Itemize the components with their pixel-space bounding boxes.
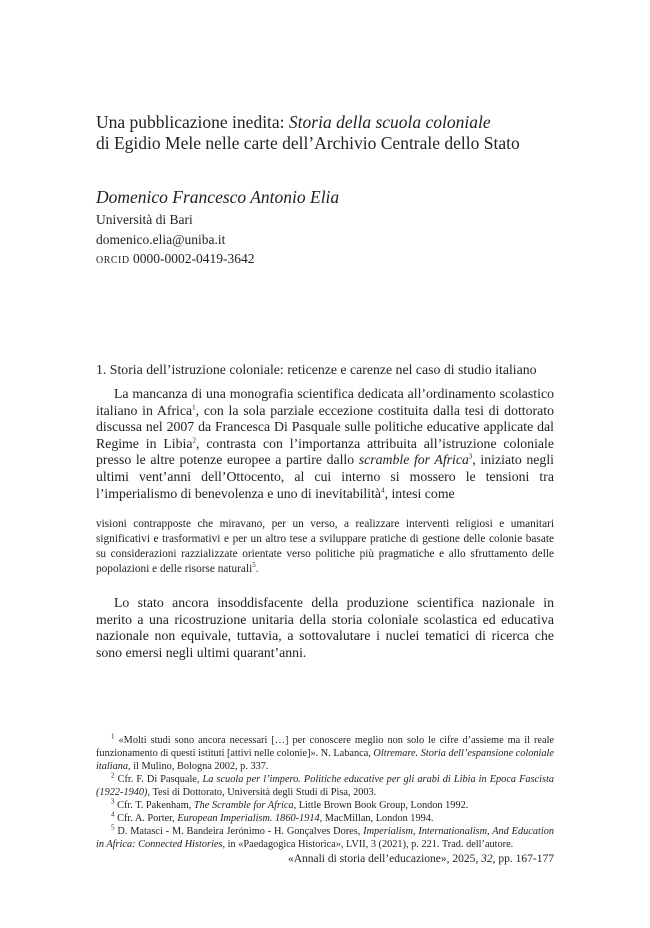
footnote-italic: The Scramble for Africa — [193, 800, 294, 811]
footnote-italic: Imperialism, Internationalism, And Education in Africa: Connected Histories — [96, 826, 555, 850]
footnote-number: 4 — [111, 810, 115, 819]
footnote-number: 2 — [111, 771, 115, 780]
footnote — [96, 812, 554, 825]
footnote-ref-1[interactable]: 1 — [192, 403, 196, 411]
section-heading: 1. Storia dell’istruzione coloniale: reticenze e carenze nel caso di studio italiano — [96, 362, 537, 377]
footnote-text: Cfr. T. Pakenham, — [117, 800, 194, 811]
title-line2: di Egidio Mele nelle carte dell’Archivio Centrale dello Stato — [96, 133, 520, 153]
author-name: Domenico Francesco Antonio Elia — [96, 187, 340, 207]
title-italic: Storia della scuola coloniale — [288, 112, 491, 132]
footnote-italic: La scuola per l’impero. Politiche educative per gli arabi di Libia in Epoca Fascista (1922-1940) — [96, 774, 555, 798]
footnote-text: , Tesi di Dottorato, Università degli Studi di Pisa, 2003. — [147, 787, 377, 798]
quote-text: visioni contrapposte che miravano, per un verso, a realizzare interventi religiosi e umanitari significativi e trasformativi e per un altro tese a sviluppare pratiche di gestione delle colonie basate su considerazioni razzializzate orientate verso politiche più pragmatiche e allo sfruttamento delle popolazioni e delle risorse naturali — [96, 518, 554, 575]
p1-text-d: , iniziato negli ultimi vent’anni dell’Ottocento, al cui interno si mossero le tensioni tra l’imperialismo di benevolenza e uno di inevitabilità — [96, 452, 554, 501]
footnote-text: , Little Brown Book Group, London 1992. — [293, 800, 469, 811]
article-title — [96, 112, 576, 154]
p1-text-a: La mancanza di una monografia scientifica dedicata all’ordinamento scolastico italiano in Africa — [96, 386, 554, 418]
author-affiliation — [96, 210, 255, 271]
footnote — [96, 773, 554, 799]
journal-suffix: , pp. 167-177 — [492, 853, 554, 865]
journal-prefix: «Annali di storia dell’educazione», 2025, — [287, 853, 482, 865]
title-prefix: Una pubblicazione inedita: — [96, 112, 289, 132]
footnote-text: D. Matasci - M. Bandeira Jerónimo - H. Gonçalves Dores, — [117, 826, 364, 837]
quote-end: . — [255, 563, 259, 575]
paragraph-1 — [96, 386, 554, 502]
block-quote — [96, 517, 554, 577]
p1-text-e: , intesi come — [384, 485, 455, 501]
orcid-label: ORCID — [96, 255, 130, 266]
paragraph-2: Lo stato ancora insoddisfacente della produzione scientifica nazionale in merito a una ricostruzione unitaria della storia coloniale scolastica ed educativa nazionale non equivale, tuttavia, a sottovalutare i nuclei tematici di ricerca che sono emersi negli ultimi quarant’anni. — [96, 595, 554, 660]
footnote-ref-4[interactable]: 4 — [381, 485, 385, 494]
footnote-text: Cfr. F. Di Pasquale, — [117, 774, 203, 785]
orcid[interactable] — [96, 249, 255, 271]
footnote-number: 1 — [111, 732, 115, 741]
footnote — [96, 799, 554, 812]
footnote-italic: Oltremare. Storia dell’espansione coloniale italiana — [96, 748, 554, 772]
footnote-ref-3[interactable]: 3 — [468, 452, 473, 461]
footnote — [96, 825, 554, 851]
university: Università di Bari — [96, 212, 193, 227]
orcid-id: 0000-0002-0419-3642 — [133, 251, 255, 266]
footnote-text: , MacMillan, London 1994. — [319, 813, 434, 824]
p1-text-c: , contrasta con l’importanza attribuita all’istruzione coloniale presso le altre potenze europee a partire dallo — [96, 435, 554, 468]
journal-citation — [288, 853, 554, 865]
footnote-text: , in «Paedagogica Historica», LVII, 3 (2021), p. 221. Trad. dell’autore. — [222, 839, 514, 850]
p1-text-b: , con la sola parziale eccezione costituita dalla tesi di dottorato discussa nel 2007 da Francesca Di Pasquale sulle politiche educative applicate dal Regime in Libia — [96, 402, 554, 451]
email[interactable]: domenico.elia@uniba.it — [96, 231, 226, 247]
p1-italic: scramble for Africa — [358, 452, 469, 468]
footnotes — [96, 734, 554, 851]
footnote-italic: European Imperialism. 1860-1914 — [177, 813, 320, 824]
footnote-ref-5[interactable]: 5 — [252, 561, 256, 570]
journal-volume: 32 — [481, 853, 493, 865]
footnote-text: «Molti studi sono ancora necessari […] per conoscere meglio non solo le cifre d’assieme ma il reale funzionamento di questi istituti [attivi nelle colonie]». N. Labanca, — [96, 735, 555, 759]
footnote-number: 5 — [111, 823, 115, 832]
footnote-text: Cfr. A. Porter, — [117, 813, 178, 824]
footnote — [96, 734, 554, 773]
footnote-number: 3 — [111, 797, 115, 806]
footnote-ref-2[interactable]: 2 — [192, 436, 196, 445]
footnote-text: , il Mulino, Bologna 2002, p. 337. — [128, 761, 269, 772]
